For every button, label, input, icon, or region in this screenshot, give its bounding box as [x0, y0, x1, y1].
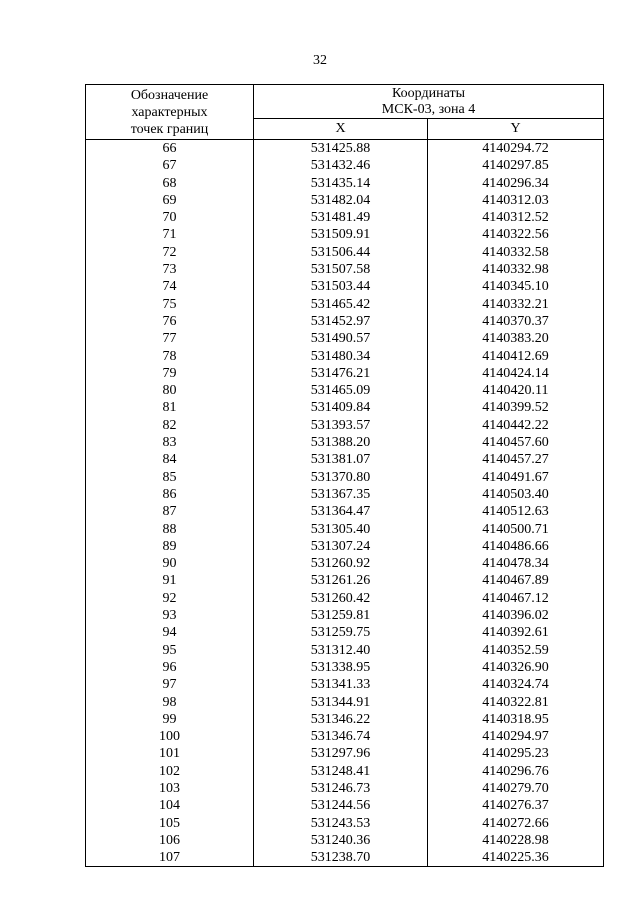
table-header [86, 85, 604, 140]
table-row [86, 382, 604, 399]
point-number-cell: 72 [86, 244, 254, 261]
point-number-cell: 96 [86, 659, 254, 676]
table-body [86, 140, 604, 867]
table-row [86, 330, 604, 347]
y-coordinate-cell: 4140318.95 [428, 711, 604, 728]
y-coordinate-cell: 4140295.23 [428, 745, 604, 762]
x-coordinate-cell: 531506.44 [254, 244, 428, 261]
y-coordinate-cell: 4140486.66 [428, 538, 604, 555]
x-coordinate-cell: 531364.47 [254, 503, 428, 520]
point-number-cell: 98 [86, 694, 254, 711]
x-coordinate-cell: 531307.24 [254, 538, 428, 555]
point-number-cell: 86 [86, 486, 254, 503]
y-coordinate-cell: 4140467.89 [428, 572, 604, 589]
y-coordinate-cell: 4140442.22 [428, 417, 604, 434]
table-row [86, 590, 604, 607]
y-coordinate-cell: 4140396.02 [428, 607, 604, 624]
y-coordinate-cell: 4140420.11 [428, 382, 604, 399]
point-number-cell: 93 [86, 607, 254, 624]
x-coordinate-cell: 531346.74 [254, 728, 428, 745]
y-coordinate-cell: 4140370.37 [428, 313, 604, 330]
table-row [86, 711, 604, 728]
table-row [86, 503, 604, 520]
point-number-cell: 73 [86, 261, 254, 278]
y-coordinate-cell: 4140345.10 [428, 278, 604, 295]
y-coordinate-cell: 4140324.74 [428, 676, 604, 693]
table-row [86, 624, 604, 641]
table-row [86, 192, 604, 209]
table-row [86, 434, 604, 451]
point-number-cell: 89 [86, 538, 254, 555]
point-number-cell: 94 [86, 624, 254, 641]
x-coordinate-cell: 531259.75 [254, 624, 428, 641]
y-coordinate-cell: 4140512.63 [428, 503, 604, 520]
x-coordinate-cell: 531476.21 [254, 365, 428, 382]
y-coordinate-cell: 4140412.69 [428, 348, 604, 365]
table-row [86, 572, 604, 589]
y-coordinate-cell: 4140225.36 [428, 849, 604, 867]
x-coordinate-cell: 531238.70 [254, 849, 428, 867]
x-column-header: X [254, 119, 428, 140]
point-header-line-1: Обозначение [130, 87, 209, 103]
y-coordinate-cell: 4140457.60 [428, 434, 604, 451]
point-number-cell: 68 [86, 175, 254, 192]
y-coordinate-cell: 4140322.56 [428, 226, 604, 243]
point-number-cell: 71 [86, 226, 254, 243]
x-coordinate-cell: 531452.97 [254, 313, 428, 330]
point-number-cell: 106 [86, 832, 254, 849]
y-column-header: Y [428, 119, 604, 140]
x-coordinate-cell: 531246.73 [254, 780, 428, 797]
coordinates-header-system: МСК-03, зона 4 [381, 101, 476, 117]
x-coordinate-cell: 531297.96 [254, 745, 428, 762]
y-coordinate-cell: 4140332.98 [428, 261, 604, 278]
y-coordinate-cell: 4140491.67 [428, 469, 604, 486]
y-coordinate-cell: 4140294.97 [428, 728, 604, 745]
y-coordinate-cell: 4140228.98 [428, 832, 604, 849]
table-row [86, 486, 604, 503]
page-number: 32 [313, 53, 327, 68]
table-row [86, 348, 604, 365]
point-number-cell: 85 [86, 469, 254, 486]
x-coordinate-cell: 531312.40 [254, 642, 428, 659]
y-coordinate-cell: 4140500.71 [428, 521, 604, 538]
y-coordinate-cell: 4140276.37 [428, 797, 604, 814]
y-coordinate-cell: 4140294.72 [428, 140, 604, 158]
point-number-cell: 97 [86, 676, 254, 693]
point-number-cell: 77 [86, 330, 254, 347]
x-coordinate-cell: 531305.40 [254, 521, 428, 538]
y-coordinate-cell: 4140383.20 [428, 330, 604, 347]
point-number-cell: 103 [86, 780, 254, 797]
table-row [86, 157, 604, 174]
y-coordinate-cell: 4140467.12 [428, 590, 604, 607]
x-coordinate-cell: 531425.88 [254, 140, 428, 158]
y-coordinate-cell: 4140312.52 [428, 209, 604, 226]
point-header-line-3: точек границ [130, 121, 209, 137]
x-coordinate-cell: 531248.41 [254, 763, 428, 780]
table-row [86, 607, 604, 624]
point-number-cell: 78 [86, 348, 254, 365]
table-row [86, 313, 604, 330]
table-row [86, 296, 604, 313]
coordinates-header-title: Координаты [392, 85, 465, 101]
point-header-line-2: характерных [131, 104, 208, 120]
x-coordinate-cell: 531344.91 [254, 694, 428, 711]
x-coordinate-cell: 531465.09 [254, 382, 428, 399]
point-number-cell: 102 [86, 763, 254, 780]
y-coordinate-cell: 4140272.66 [428, 815, 604, 832]
coordinates-header [254, 85, 604, 119]
y-coordinate-cell: 4140352.59 [428, 642, 604, 659]
point-number-cell: 92 [86, 590, 254, 607]
point-number-cell: 83 [86, 434, 254, 451]
point-designation-header [86, 85, 254, 140]
table-row [86, 815, 604, 832]
point-number-cell: 99 [86, 711, 254, 728]
table-row [86, 745, 604, 762]
point-number-cell: 87 [86, 503, 254, 520]
y-coordinate-cell: 4140424.14 [428, 365, 604, 382]
y-coordinate-cell: 4140457.27 [428, 451, 604, 468]
table-row [86, 521, 604, 538]
table-row [86, 797, 604, 814]
point-number-cell: 84 [86, 451, 254, 468]
table-row [86, 469, 604, 486]
table-row [86, 849, 604, 867]
x-coordinate-cell: 531482.04 [254, 192, 428, 209]
y-coordinate-cell: 4140326.90 [428, 659, 604, 676]
point-number-cell: 82 [86, 417, 254, 434]
table-row [86, 451, 604, 468]
point-number-cell: 66 [86, 140, 254, 158]
table-row [86, 555, 604, 572]
point-number-cell: 81 [86, 399, 254, 416]
y-coordinate-cell: 4140478.34 [428, 555, 604, 572]
x-coordinate-cell: 531338.95 [254, 659, 428, 676]
point-number-cell: 69 [86, 192, 254, 209]
table-row [86, 538, 604, 555]
y-coordinate-cell: 4140332.21 [428, 296, 604, 313]
table-row [86, 694, 604, 711]
x-coordinate-cell: 531259.81 [254, 607, 428, 624]
y-coordinate-cell: 4140296.76 [428, 763, 604, 780]
point-number-cell: 90 [86, 555, 254, 572]
table-row [86, 763, 604, 780]
point-number-cell: 88 [86, 521, 254, 538]
x-coordinate-cell: 531503.44 [254, 278, 428, 295]
x-coordinate-cell: 531240.36 [254, 832, 428, 849]
x-coordinate-cell: 531260.92 [254, 555, 428, 572]
table-row [86, 676, 604, 693]
x-coordinate-cell: 531409.84 [254, 399, 428, 416]
table-row [86, 226, 604, 243]
x-coordinate-cell: 531243.53 [254, 815, 428, 832]
x-coordinate-cell: 531490.57 [254, 330, 428, 347]
point-number-cell: 91 [86, 572, 254, 589]
table-row [86, 140, 604, 158]
y-coordinate-cell: 4140399.52 [428, 399, 604, 416]
point-number-cell: 104 [86, 797, 254, 814]
point-number-cell: 105 [86, 815, 254, 832]
point-number-cell: 79 [86, 365, 254, 382]
point-number-cell: 74 [86, 278, 254, 295]
table-row [86, 728, 604, 745]
x-coordinate-cell: 531388.20 [254, 434, 428, 451]
y-coordinate-cell: 4140296.34 [428, 175, 604, 192]
table-row [86, 278, 604, 295]
point-number-cell: 101 [86, 745, 254, 762]
table-row [86, 365, 604, 382]
point-number-cell: 75 [86, 296, 254, 313]
y-coordinate-cell: 4140322.81 [428, 694, 604, 711]
x-coordinate-cell: 531465.42 [254, 296, 428, 313]
x-coordinate-cell: 531346.22 [254, 711, 428, 728]
x-coordinate-cell: 531435.14 [254, 175, 428, 192]
x-coordinate-cell: 531381.07 [254, 451, 428, 468]
table-row [86, 780, 604, 797]
x-coordinate-cell: 531260.42 [254, 590, 428, 607]
y-coordinate-cell: 4140503.40 [428, 486, 604, 503]
table-row [86, 175, 604, 192]
table-row [86, 399, 604, 416]
table-row [86, 642, 604, 659]
y-coordinate-cell: 4140279.70 [428, 780, 604, 797]
x-coordinate-cell: 531509.91 [254, 226, 428, 243]
x-coordinate-cell: 531367.35 [254, 486, 428, 503]
table-row [86, 417, 604, 434]
point-number-cell: 80 [86, 382, 254, 399]
y-coordinate-cell: 4140297.85 [428, 157, 604, 174]
point-number-cell: 76 [86, 313, 254, 330]
x-coordinate-cell: 531480.34 [254, 348, 428, 365]
y-coordinate-cell: 4140312.03 [428, 192, 604, 209]
x-coordinate-cell: 531481.49 [254, 209, 428, 226]
point-number-cell: 95 [86, 642, 254, 659]
point-number-cell: 67 [86, 157, 254, 174]
x-coordinate-cell: 531341.33 [254, 676, 428, 693]
y-coordinate-cell: 4140332.58 [428, 244, 604, 261]
x-coordinate-cell: 531244.56 [254, 797, 428, 814]
table-row [86, 832, 604, 849]
point-number-cell: 100 [86, 728, 254, 745]
x-coordinate-cell: 531370.80 [254, 469, 428, 486]
x-coordinate-cell: 531261.26 [254, 572, 428, 589]
y-coordinate-cell: 4140392.61 [428, 624, 604, 641]
x-coordinate-cell: 531507.58 [254, 261, 428, 278]
table-row [86, 659, 604, 676]
coordinates-table [85, 84, 604, 867]
table-row [86, 209, 604, 226]
table-row [86, 244, 604, 261]
x-coordinate-cell: 531393.57 [254, 417, 428, 434]
x-coordinate-cell: 531432.46 [254, 157, 428, 174]
point-number-cell: 70 [86, 209, 254, 226]
table-row [86, 261, 604, 278]
point-number-cell: 107 [86, 849, 254, 867]
